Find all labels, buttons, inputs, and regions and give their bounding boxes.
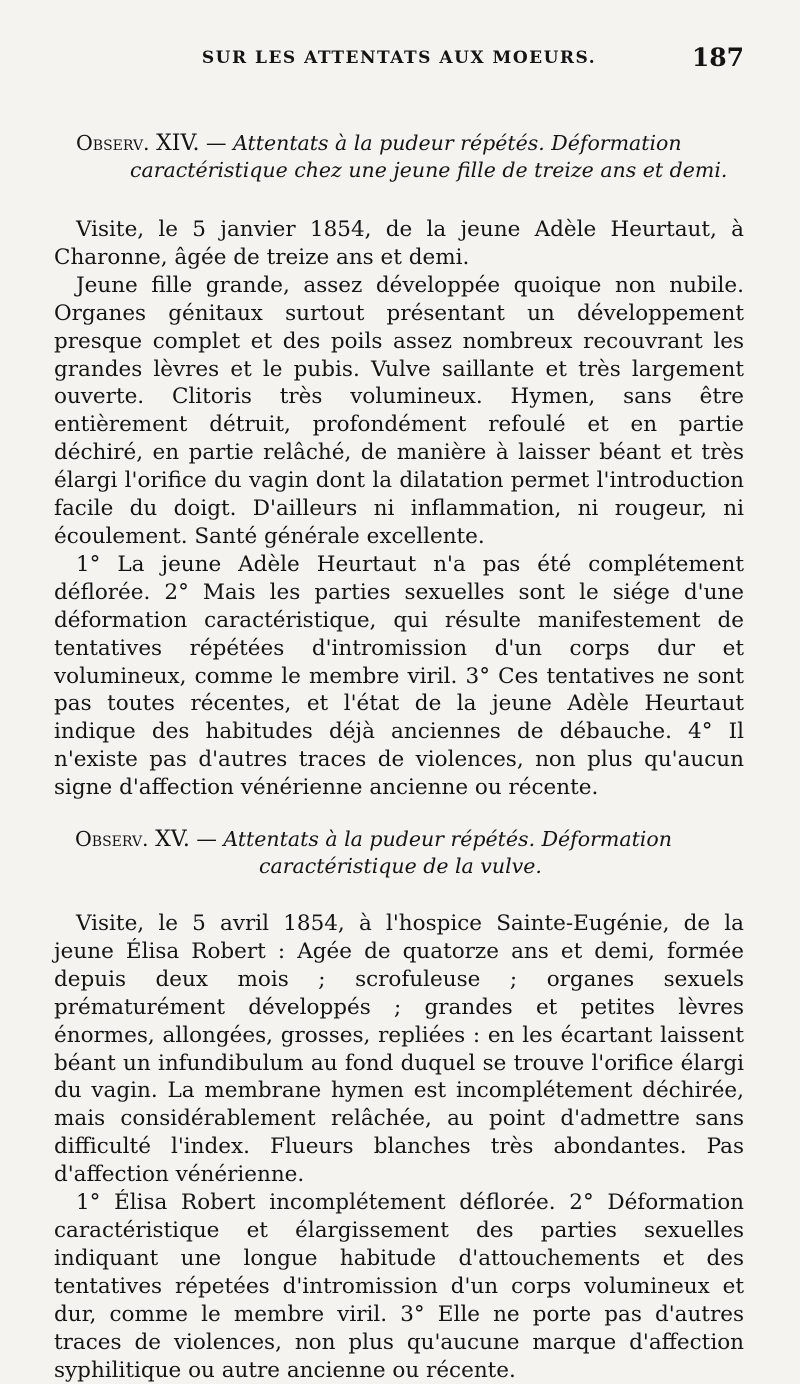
- observation-xiv-paragraph-3: 1° La jeune Adèle Heurtaut n'a pas été complétement déflorée. 2° Mais les parties sexuelles sont le siége d'une déformation caractéristique, qui résulte manifestement de tentatives répétées d'intromission d'un corps dur et volumineux, comme le membre viril. 3° Ces tentatives ne sont pas toutes récentes, et l'état de la jeune Adèle Heurtaut indique des habitudes déjà anciennes de débauche. 4° Il n'existe pas d'autres traces de violences, non plus qu'aucun signe d'affection vénérienne ancienne ou récente.: [54, 551, 744, 801]
- observation-xiv-paragraph-1: Visite, le 5 janvier 1854, de la jeune Adèle Heurtaut, à Charonne, âgée de treize ans et demi.: [54, 217, 744, 270]
- observation-number: XIV.: [156, 131, 200, 156]
- observation-label: Observ.: [75, 827, 149, 852]
- observation-xiv-paragraph-2: Jeune fille grande, assez développée quoique non nubile. Organes génitaux surtout présentant un développement presque complet et des poils assez nombreux recouvrant les grandes lèvres et le pubis. Vulve saillante et très largement ouverte. Clitoris très volumineux. Hymen, sans être entièrement détruit, profondément refoulé et en partie déchiré, en partie relâché, de manière à laisser béant et très élargi l'orifice du vagin dont la dilatation permet l'introduction facile du doigt. D'ailleurs ni inflammation, ni rougeur, ni écoulement. Santé générale excellente.: [54, 272, 744, 549]
- observation-xv-paragraph-2: 1° Élisa Robert incomplétement déflorée. 2° Déformation caractéristique et élargissement des parties sexuelles indiquant une longue habitude d'attouchements et des tentatives répetées d'intromission d'un corps volumineux et dur, comme le membre viril. 3° Elle ne porte pas d'autres traces de violences, non plus qu'aucune marque d'affection syphilitique ou autre ancienne ou récente.: [54, 1190, 744, 1383]
- observation-label: Observ.: [76, 131, 150, 155]
- observation-number: XV.: [155, 827, 190, 853]
- observation-heading-xv: [54, 826, 744, 880]
- page-header: [54, 40, 744, 80]
- observation-title: Attentats à la pudeur répétés. Déformation caractéristique chez une jeune fille de treize ans et demi.: [130, 131, 728, 182]
- observation-title: Attentats à la pudeur répétés. Déformation caractéristique de la vulve.: [223, 827, 672, 879]
- observation-heading-xiv: [54, 130, 744, 184]
- heading-dash: —: [206, 131, 227, 155]
- running-head: SUR LES ATTENTATS AUX MOEURS.: [201, 48, 597, 68]
- observation-xv-paragraph-1: Visite, le 5 avril 1854, à l'hospice Sainte-Eugénie, de la jeune Élisa Robert : Agée de quatorze ans et demi, formée depuis deux mois ; scrofuleuse ; organes sexuels prématurément développés ; grandes et petites lèvres énormes, allongées, grosses, repliées : en les écartant laissent béant un infundibulum au fond duquel se trouve l'orifice élargi du vagin. La membrane hymen est incomplétement déchirée, mais considérablement relâchée, au point d'admettre sans difficulté l'index. Flueurs blanches très abondantes. Pas d'affection vénérienne.: [54, 911, 744, 1188]
- page-number: 187: [691, 43, 744, 72]
- heading-dash: —: [196, 827, 217, 852]
